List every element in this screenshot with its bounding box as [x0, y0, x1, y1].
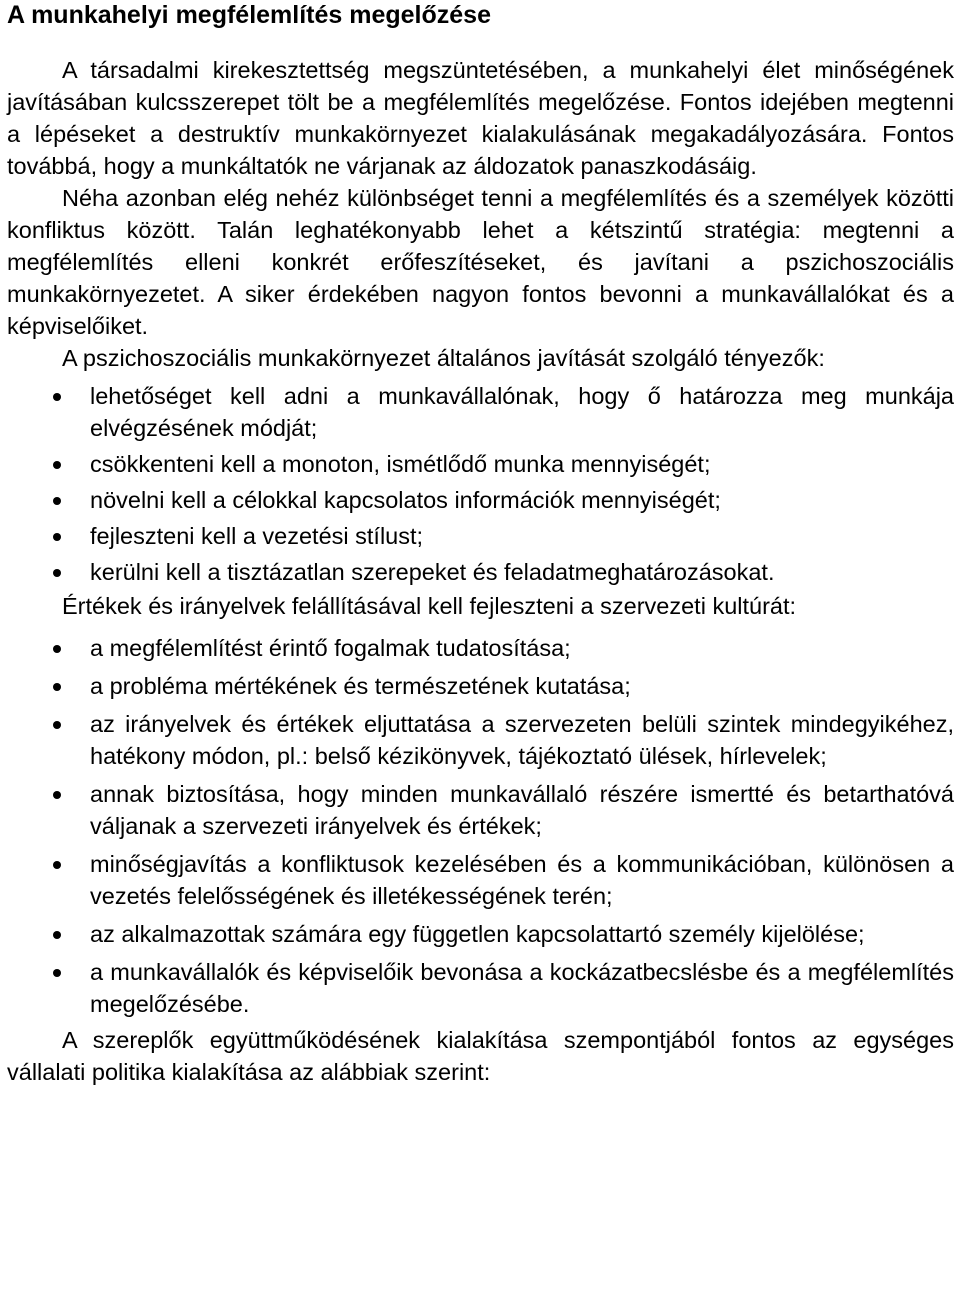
list-item	[7, 670, 954, 702]
list-item	[7, 556, 954, 588]
list-item-text: csökkenteni kell a monoton, ismétlődő munka mennyiségét;	[90, 451, 711, 477]
bullet-icon	[53, 645, 61, 653]
factors-list	[7, 380, 954, 588]
bullet-icon	[53, 497, 61, 505]
list-item	[7, 380, 954, 444]
list-item-text: a megfélemlítést érintő fogalmak tudatosítása;	[90, 635, 571, 661]
culture-list	[7, 632, 954, 1020]
bullet-icon	[53, 969, 61, 977]
paragraph-cooperation: A szereplők együttműködésének kialakítása szempontjából fontos az egységes vállalati politika kialakítása az alábbiak szerint:	[7, 1027, 954, 1085]
paragraph-strategy: Néha azonban elég nehéz különbséget tenni a megfélemlítés és a személyek közötti konfliktus között. Talán leghatékonyabb lehet a kétszintű stratégia: megtenni a megfélemlítés elleni konkrét erőfeszítéseket, és javítani a pszichoszociális munkakörnyezetet. A siker érdekében nagyon fontos bevonni a munkavállalókat és a képviselőiket.	[7, 185, 954, 339]
list-item-text: minőségjavítás a konfliktusok kezelésében és a kommunikációban, különösen a vezetés felelősségének és illetékességének terén;	[90, 851, 954, 909]
list-item-text: az alkalmazottak számára egy független kapcsolattartó személy kijelölése;	[90, 921, 865, 947]
page-title: A munkahelyi megfélemlítés megelőzése	[7, 1, 491, 29]
list-item	[7, 778, 954, 842]
list-item-text: növelni kell a célokkal kapcsolatos információk mennyiségét;	[90, 487, 721, 513]
bullet-icon	[53, 569, 61, 577]
list-item-text: a probléma mértékének és természetének kutatása;	[90, 673, 631, 699]
list-item-text: az irányelvek és értékek eljuttatása a szervezeten belüli szintek mindegyikéhez, hatékony módon, pl.: belső kézikönyvek, tájékoztató ülések, hírlevelek;	[90, 711, 954, 769]
list-item-text: fejleszteni kell a vezetési stílust;	[90, 523, 424, 549]
paragraph-culture-intro: Értékek és irányelvek felállításával kell fejleszteni a szervezeti kultúrát:	[62, 593, 797, 619]
bullet-icon	[53, 931, 61, 939]
list-item	[7, 632, 954, 664]
list-item-text: a munkavállalók és képviselőik bevonása a kockázatbecslésbe és a megfélemlítés megelőzésébe.	[90, 959, 954, 1017]
bullet-icon	[53, 461, 61, 469]
paragraph-factors-intro: A pszichoszociális munkakörnyezet általános javítását szolgáló tényezők:	[62, 345, 825, 371]
paragraph-intro: A társadalmi kirekesztettség megszüntetésében, a munkahelyi élet minőségének javításában kulcsszerepet tölt be a megfélemlítés megelőzése. Fontos idejében megtenni a lépéseket a destruktív munkakörnyezet kialakulásának megakadályozására. Fontos továbbá, hogy a munkáltatók ne várjanak az áldozatok panaszkodásáig.	[7, 57, 954, 179]
list-item	[7, 484, 954, 516]
list-item-text: lehetőséget kell adni a munkavállalónak, hogy ő határozza meg munkája elvégzésének módját;	[90, 383, 954, 441]
bullet-icon	[53, 721, 61, 729]
bullet-icon	[53, 861, 61, 869]
list-item	[7, 918, 954, 950]
list-item	[7, 956, 954, 1020]
list-item	[7, 848, 954, 912]
bullet-icon	[53, 683, 61, 691]
list-item	[7, 448, 954, 480]
list-item	[7, 708, 954, 772]
bullet-icon	[53, 791, 61, 799]
list-item-text: kerülni kell a tisztázatlan szerepeket és feladatmeghatározásokat.	[90, 559, 775, 585]
bullet-icon	[53, 393, 61, 401]
bullet-icon	[53, 533, 61, 541]
list-item-text: annak biztosítása, hogy minden munkavállaló részére ismertté és betarthatóvá váljanak a szervezeti irányelvek és értékek;	[90, 781, 954, 839]
list-item	[7, 520, 954, 552]
